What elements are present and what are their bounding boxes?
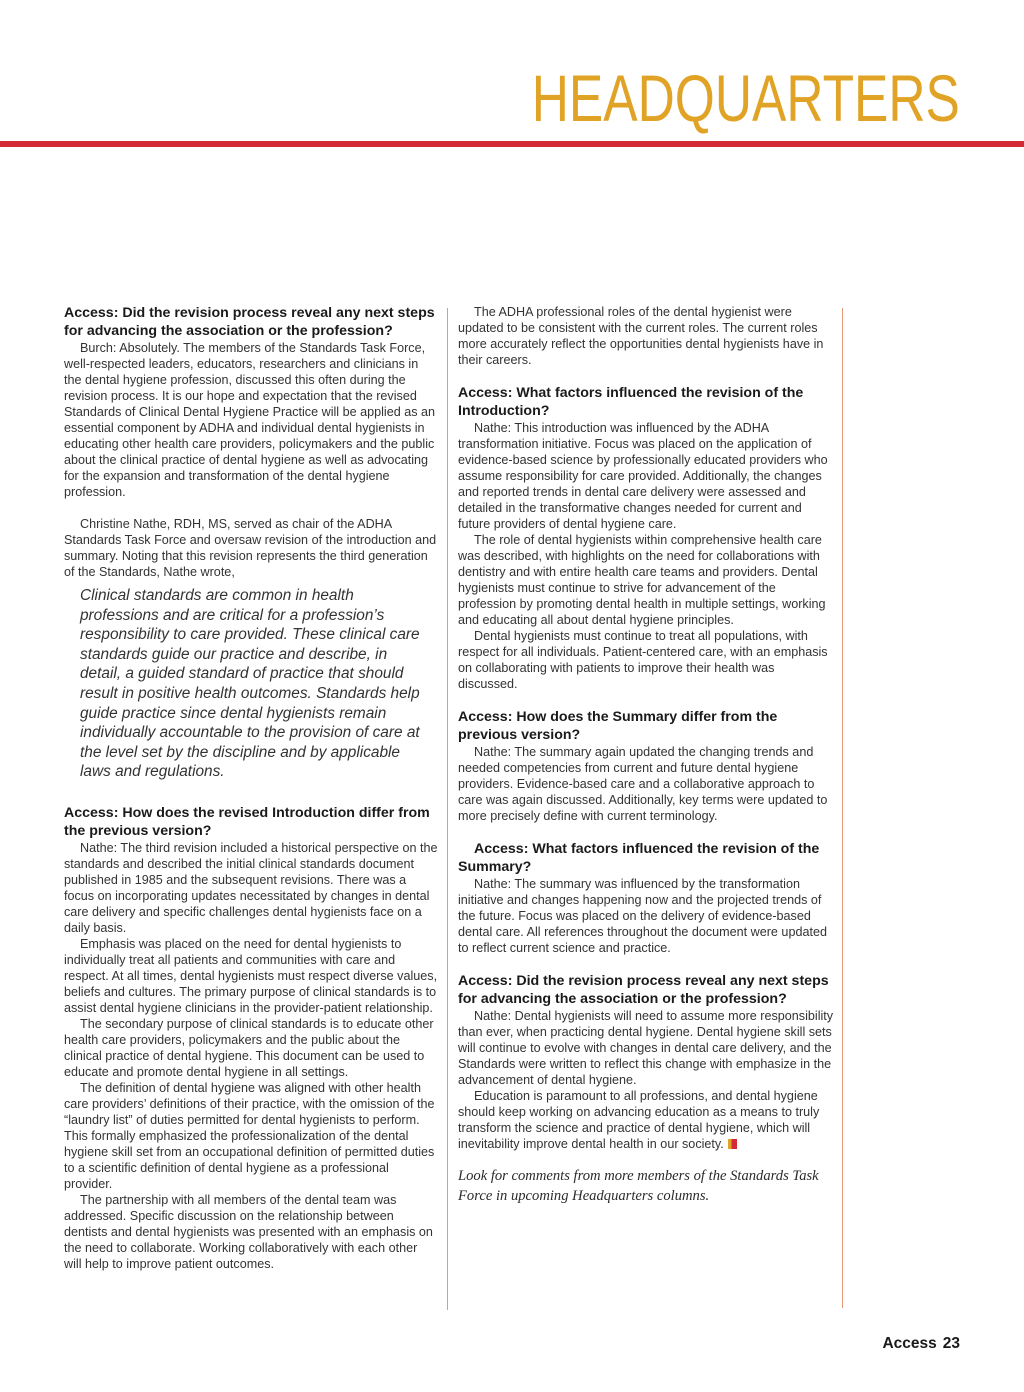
answer-paragraph: The partnership with all members of the dental team was addressed. Specific discussion on the relationship between dentists and dental hygienists was presented with an emphasis on the need to collaborate. Working collaboratively with each other will help to improve patient outcomes. xyxy=(64,1192,433,1271)
answer-paragraph: The role of dental hygienists within comprehensive health care was described, with highlights on the need for collaborations with dentistry and with entire health care teams and providers. Dental hygienists must continue to strive for advancement of the profession by promoting dental health in multiple settings, working and educating all about dental hygiene principles. xyxy=(458,533,826,627)
question-heading: Access: What factors influenced the revision of the Introduction? xyxy=(458,385,804,419)
answer-paragraph: Nathe: This introduction was influenced by the ADHA transformation initiative. Focus was placed on the application of evidence-based science by professionally educated providers who assume responsibility for care provided. Additionally, the changes and reported trends in dental care delivery were assessed and detailed in the transformative changes needed for current and future providers of dental hygiene care. xyxy=(458,421,828,531)
closing-note: Look for comments from more members of the Standards Task Force in upcoming Headquarters columns. xyxy=(458,1168,819,1204)
answer-paragraph: Nathe: The summary was influenced by the transformation initiative and changes happening now and the projected trends of the future. Focus was placed on the delivery of evidence-based dental care. All references throughout the document were updated to reflect current science and practice. xyxy=(458,877,827,955)
page-number: 23 xyxy=(942,1335,960,1352)
closing-paragraph-text: Education is paramount to all professions, and dental hygiene should keep working on advancing education as a means to truly transform the science and practice of dental hygiene, which will inevitability improve dental health in our society. xyxy=(458,1089,820,1151)
question-heading: Access: What factors influenced the revision of the Summary? xyxy=(458,841,820,875)
answer-paragraph: Nathe: The summary again updated the changing trends and needed competencies from current and future dental hygiene providers. Evidence-based care and a collaborative approach to care was again discussed. Additionally, key terms were updated to more precisely define with current terminology. xyxy=(458,745,828,823)
question-heading: Access: Did the revision process reveal any next steps for advancing the association or the profession? xyxy=(64,305,435,339)
magazine-name: Access xyxy=(882,1335,937,1352)
intro-paragraph: Christine Nathe, RDH, MS, served as chair of the ADHA Standards Task Force and oversaw revision of the introduction and summary. Noting that this revision represents the third generation of the Standards, Nathe wrote, xyxy=(64,517,437,579)
answer-paragraph: The definition of dental hygiene was aligned with other health care providers’ definitions of their practice, with the omission of the “laundry list” of duties permitted for dental hygienists to perform. This formally emphasized the professionalization of the dental hygiene skill set from an occupational definition of permitted duties to a scientific definition of dental hygiene as a professional provider. xyxy=(64,1080,435,1191)
end-mark-icon xyxy=(728,1139,737,1149)
page-footer xyxy=(882,1335,960,1353)
column-divider-right xyxy=(842,308,843,1308)
left-column xyxy=(64,304,438,1272)
answer-paragraph: Dental hygienists must continue to treat all populations, with respect for all individuals. Patient-centered care, with an emphasis on collaborating with patients to improve their health was discussed. xyxy=(458,629,828,691)
answer-paragraph xyxy=(458,1088,836,1152)
block-quote: Clinical standards are common in health professions and are critical for a profession’s responsibility to care provided. These clinical care standards guide our practice and describe, in detail, a guided standard of practice that should result in positive health outcomes. Standards help guide practice since dental hygienists remain individually accountable to the provision of care at the level set by the discipline and by applicable laws and regulations. xyxy=(80,587,420,781)
answer-paragraph: Nathe: Dental hygienists will need to assume more responsibility than ever, when practicing dental hygiene. Dental hygiene skill sets will continue to evolve with changes in dental care delivery, and the Standards were written to reflect this change with emphasize in the advancement of dental hygiene. xyxy=(458,1009,834,1087)
question-heading: Access: Did the revision process reveal any next steps for advancing the association or the profession? xyxy=(458,973,829,1007)
section-title: HEADQUARTERS xyxy=(531,61,960,135)
answer-paragraph: The ADHA professional roles of the dental hygienist were updated to be consistent with the current roles. The current roles more accurately reflect the opportunities dental hygienists have in their careers. xyxy=(458,305,824,367)
answer-paragraph: Emphasis was placed on the need for dental hygienists to individually treat all patients and communities with care and respect. At all times, dental hygienists must respect diverse values, beliefs and cultures. The primary purpose of clinical standards is to assist dental hygiene clinicians in the provider-patient relationship. xyxy=(64,936,438,1015)
column-divider-left xyxy=(447,308,448,1310)
question-heading: Access: How does the revised Introduction differ from the previous version? xyxy=(64,804,430,839)
question-heading: Access: How does the Summary differ from the previous version? xyxy=(458,709,778,743)
answer-paragraph: Nathe: The third revision included a historical perspective on the standards and described the initial clinical standards document published in 1985 and the subsequent revisions. There was a focus on incorporating updates necessitated by changes in dental care delivery and specific challenges dental hygienists face on a daily basis. xyxy=(64,840,438,935)
right-column xyxy=(458,304,836,1206)
answer-paragraph: The secondary purpose of clinical standards is to educate other health care providers, policymakers and the public about the clinical practice of dental hygiene. This document can be used to educate and promote dental hygiene in all settings. xyxy=(64,1016,434,1079)
answer-paragraph: Burch: Absolutely. The members of the Standards Task Force, well-respected leaders, educators, researchers and clinicians in the dental hygiene profession, discussed this often during the revision process. It is our hope and expectation that the revised Standards of Clinical Dental Hygiene Practice will be applied as an essential component by ADHA and individual dental hygienists in educating other health care providers, policymakers and the public about the clinical practice of dental hygiene as well as advocating for the expansion and transformation of the dental hygiene profession. xyxy=(64,341,436,499)
header-rule xyxy=(0,141,1024,147)
